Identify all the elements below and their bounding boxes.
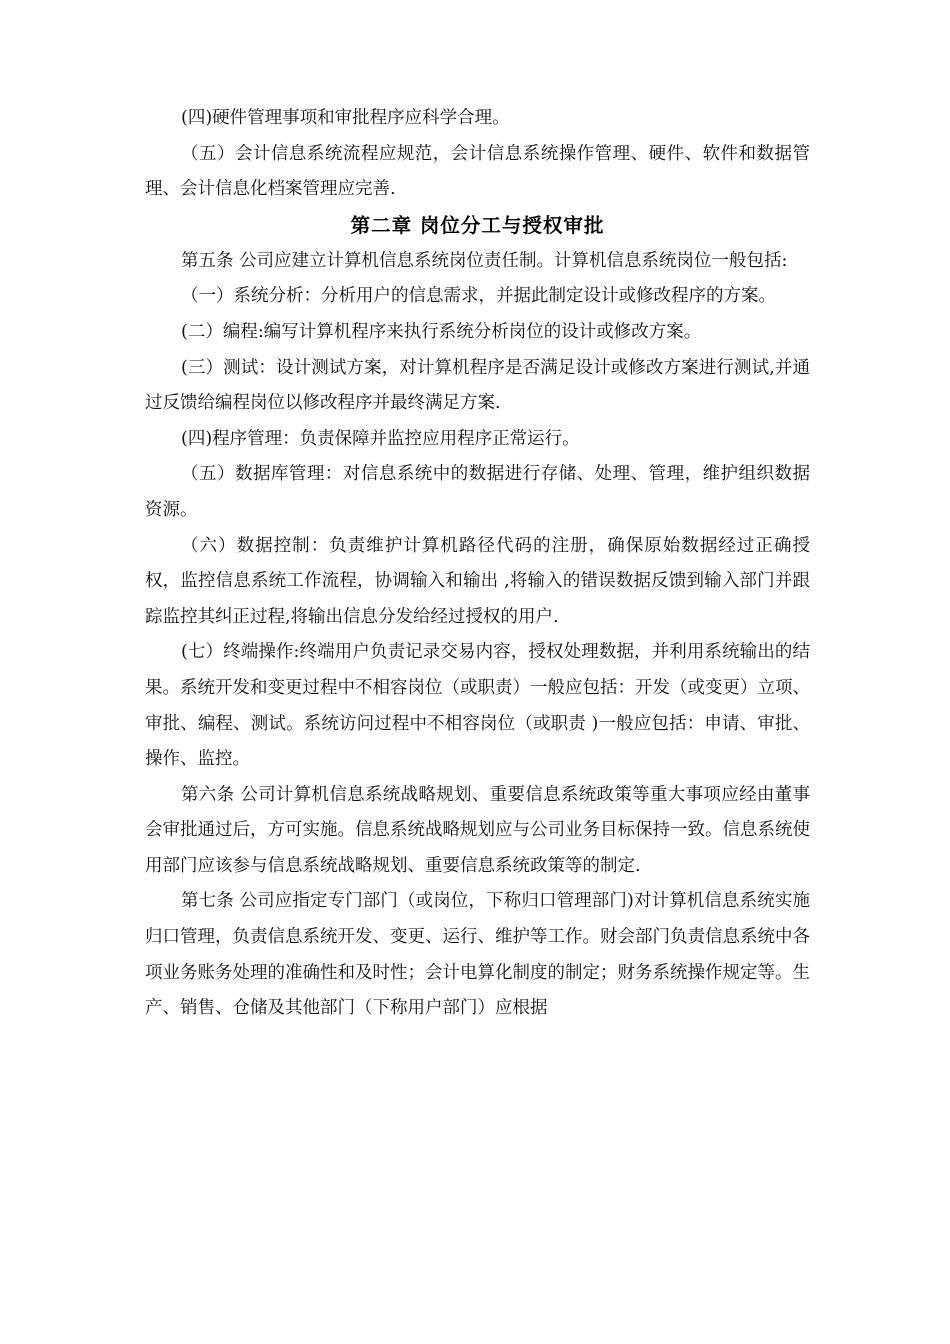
item-programming: (二）编程:编写计算机程序来执行系统分析岗位的设计或修改方案。 <box>181 321 702 342</box>
item-data-control: （六）数据控制：负责维护计算机路径代码的注册，确保原始数据经过正确授权，监控信息系统工作流程，协调输入和输出 ,将输入的错误数据反馈到输入部门并跟踪监控其纠正过程,将输出信息分发给经过授权的用户. <box>145 535 810 627</box>
paragraph-hardware-approval: (四)硬件管理事项和审批程序应科学合理。 <box>181 108 510 128</box>
item-database-management: （五）数据库管理：对信息系统中的数据进行存储、处理、管理，维护组织数据资源。 <box>145 464 810 520</box>
article-7-paragraph: 第七条 公司应指定专门部门（或岗位，下称归口管理部门)对计算机信息系统实施归口管理，负责信息系统开发、变更、运行、维护等工作。财会部门负责信息系统中各项业务账务处理的准确性和及时性；会计电算化制度的制定；财务系统操作规定等。生产、销售、仓储及其他部门（下称用户部门）应根据 <box>145 891 810 1019</box>
item-program-management: (四)程序管理：负责保障并监控应用程序正常运行。 <box>181 428 580 449</box>
article-5-paragraph: 第五条 公司应建立计算机信息系统岗位责任制。计算机信息系统岗位一般包括: <box>181 250 788 271</box>
document-body <box>145 101 810 1027</box>
article-6-paragraph: 第六条 公司计算机信息系统战略规划、重要信息系统政策等重大事项应经由董事会审批通过后，方可实施。信息系统战略规划应与公司业务目标保持一致。信息系统使用部门应该参与信息系统战略规划、重要信息系统政策等的制定. <box>145 784 810 876</box>
item-terminal-operation: (七）终端操作:终端用户负责记录交易内容，授权处理数据，并利用系统输出的结果。系统开发和变更过程中不相容岗位（或职责）一般应包括：开发（或变更）立项、审批、编程、测试。系统访问过程中不相容岗位（或职责 )一般应包括：申请、审批、操作、监控。 <box>145 642 810 770</box>
chapter-title: 第二章 岗位分工与授权审批 <box>350 213 605 237</box>
item-testing: (三）测试：设计测试方案，对计算机程序是否满足设计或修改方案进行测试,并通过反馈给编程岗位以修改程序并最终满足方案. <box>145 357 810 414</box>
item-system-analysis: （一）系统分析：分析用户的信息需求，并据此制定设计或修改程序的方案。 <box>181 286 776 307</box>
paragraph-process-standards: （五）会计信息系统流程应规范，会计信息系统操作管理、硬件、软件和数据管理、会计信息化档案管理应完善. <box>145 143 810 200</box>
